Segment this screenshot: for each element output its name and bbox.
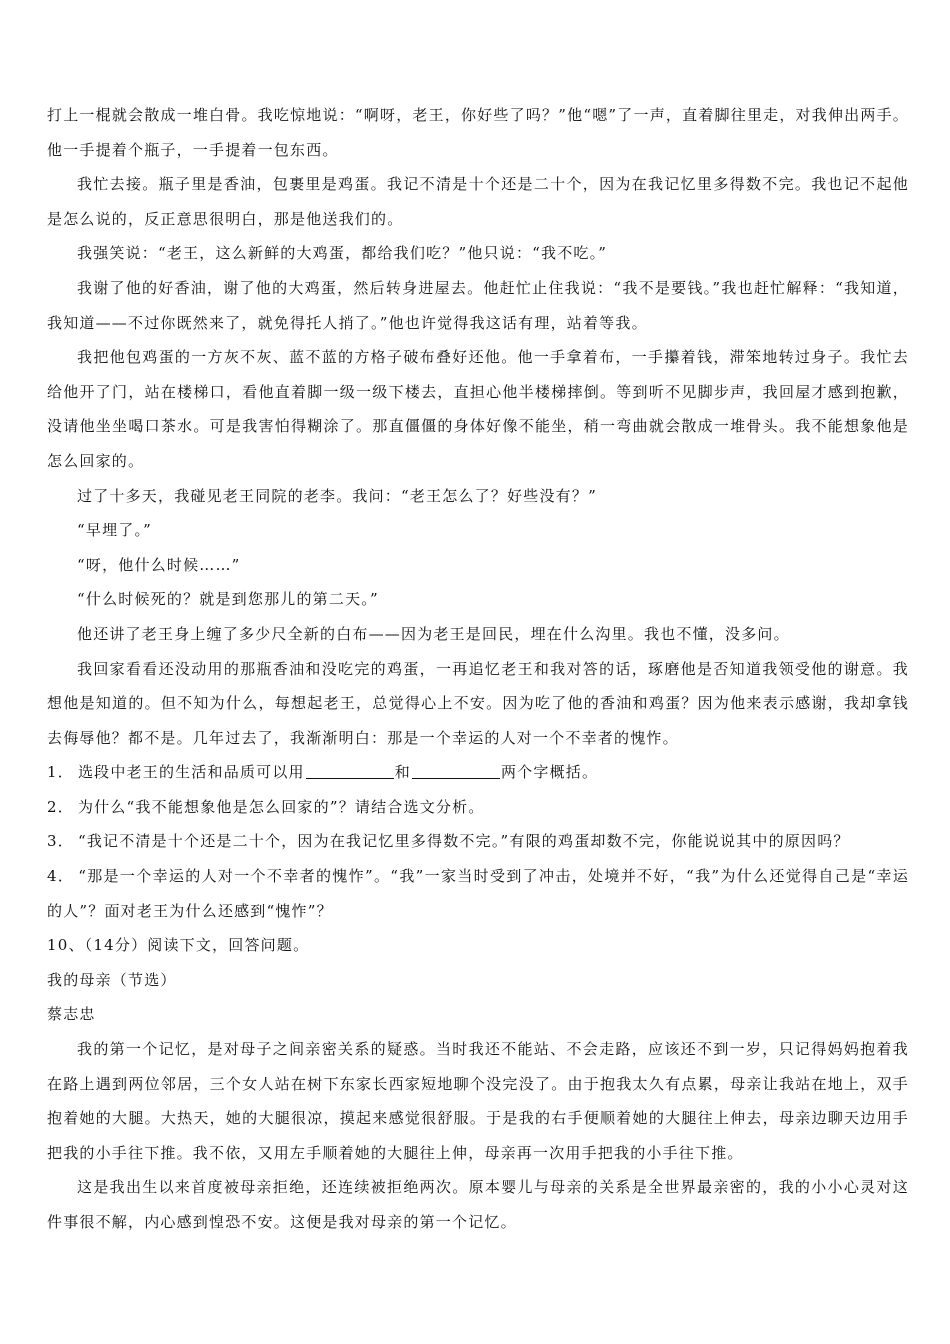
question-3 [47,824,909,859]
question-2 [47,790,909,825]
passage-paragraph: 打上一棍就会散成一堆白骨。我吃惊地说：“啊呀，老王，你好些了吗？”他“嗯”了一声，直着脚往里走，对我伸出两手。他一手提着个瓶子，一手提着一包东西。 [47,106,909,159]
question-number: 1． [47,763,74,782]
question-1 [47,755,909,790]
article-title: 我的母亲（节选） [47,970,177,989]
article-paragraph: 这是我出生以来首度被母亲拒绝，还连续被拒绝两次。原本婴儿与母亲的关系是全世界最亲密的，我的小小心灵对这件事很不解，内心感到惶恐不安。这便是我对母亲的第一个记忆。 [47,1178,909,1231]
question-text: 选段中老王的生活和品质可以用 [77,763,305,782]
answer-blank-2[interactable] [412,763,500,779]
question-text: 两个字概括。 [500,763,599,782]
question-text: “我记不清是十个还是二十个，因为在我记忆里多得数不完。”有限的鸡蛋却数不完，你能说说其中的原因吗？ [77,832,850,851]
question-number: 2． [47,797,74,816]
question-text: “那是一个幸运的人对一个不幸者的愧怍”。“我”一家当时受到了冲击，处境并不好，“我”为什么还觉得自己是“幸运的人”？面对老王为什么还感到“愧怍”？ [47,867,909,920]
question-text: 和 [394,763,411,782]
passage-paragraph: “早埋了。” [77,521,153,540]
passage-paragraph: 我强笑说：“老王，这么新鲜的大鸡蛋，都给我们吃？”他只说：“我不吃。” [77,244,608,263]
passage-paragraph: “呀，他什么时候……” [77,555,241,574]
question-number: 3． [47,832,74,851]
passage-paragraph: 他还讲了老王身上缠了多少尺全新的白布——因为老王是回民，埋在什么沟里。我也不懂，没多问。 [77,624,790,643]
section-10 [47,928,909,1239]
section-heading: 10、（14分）阅读下文，回答问题。 [47,936,310,955]
article-author: 蔡志忠 [47,1005,96,1024]
passage-paragraph: 我忙去接。瓶子里是香油，包裹里是鸡蛋。我记不清是十个还是二十个，因为在我记忆里多得数不完。我也记不起他是怎么说的，反正意思很明白，那是他送我们的。 [47,175,909,228]
article-paragraph: 我的第一个记忆，是对母子之间亲密关系的疑惑。当时我还不能站、不会走路，应该还不到一岁，只记得妈妈抱着我在路上遇到两位邻居，三个女人站在树下东家长西家短地聊个没完没了。由于抱我太久有点累，母亲让我站在地上，双手抱着她的大腿。大热天，她的大腿很凉，摸起来感觉很舒服。于是我的右手便顺着她的大腿往上伸去，母亲边聊天边用手把我的小手往下推。我不依，又用左手顺着她的大腿往上伸，母亲再一次用手把我的小手往下推。 [47,1040,909,1162]
question-4 [47,859,909,928]
document-page [47,98,909,1240]
question-list [47,755,909,928]
question-number: 4． [47,867,75,886]
passage-paragraph: 过了十多天，我碰见老王同院的老李。我问：“老王怎么了？好些没有？” [77,486,597,505]
passage-paragraph: 我把他包鸡蛋的一方灰不灰、蓝不蓝的方格子破布叠好还他。他一手拿着布，一手攥着钱，滞笨地转过身子。我忙去给他开了门，站在楼梯口，看他直着脚一级一级下楼去，直担心他半楼梯摔倒。等到听不见脚步声，我回屋才感到抱歉，没请他坐坐喝口茶水。可是我害怕得糊涂了。那直僵僵的身体好像不能坐，稍一弯曲就会散成一堆骨头。我不能想象他是怎么回家的。 [47,348,909,470]
passage-paragraph: 我谢了他的好香油，谢了他的大鸡蛋，然后转身进屋去。他赶忙止住我说：“我不是要钱。”我也赶忙解释：“我知道，我知道——不过你既然来了，就免得托人捎了。”他也许觉得我这话有理，站着等我。 [47,278,909,332]
passage-paragraph: “什么时候死的？就是到您那儿的第二天。” [77,590,379,609]
passage-continued [47,98,909,755]
passage-paragraph: 我回家看看还没动用的那瓶香油和没吃完的鸡蛋，一再追忆老王和我对答的话，琢磨他是否知道我领受他的谢意。我想他是知道的。但不知为什么，每想起老王，总觉得心上不安。因为吃了他的香油和鸡蛋？因为他来表示感谢，我却拿钱去侮辱他？都不是。几年过去了，我渐渐明白：那是一个幸运的人对一个不幸者的愧怍。 [47,659,909,747]
answer-blank-1[interactable] [306,763,394,779]
question-text: 为什么“我不能想象他是怎么回家的”？请结合选文分析。 [77,797,485,816]
